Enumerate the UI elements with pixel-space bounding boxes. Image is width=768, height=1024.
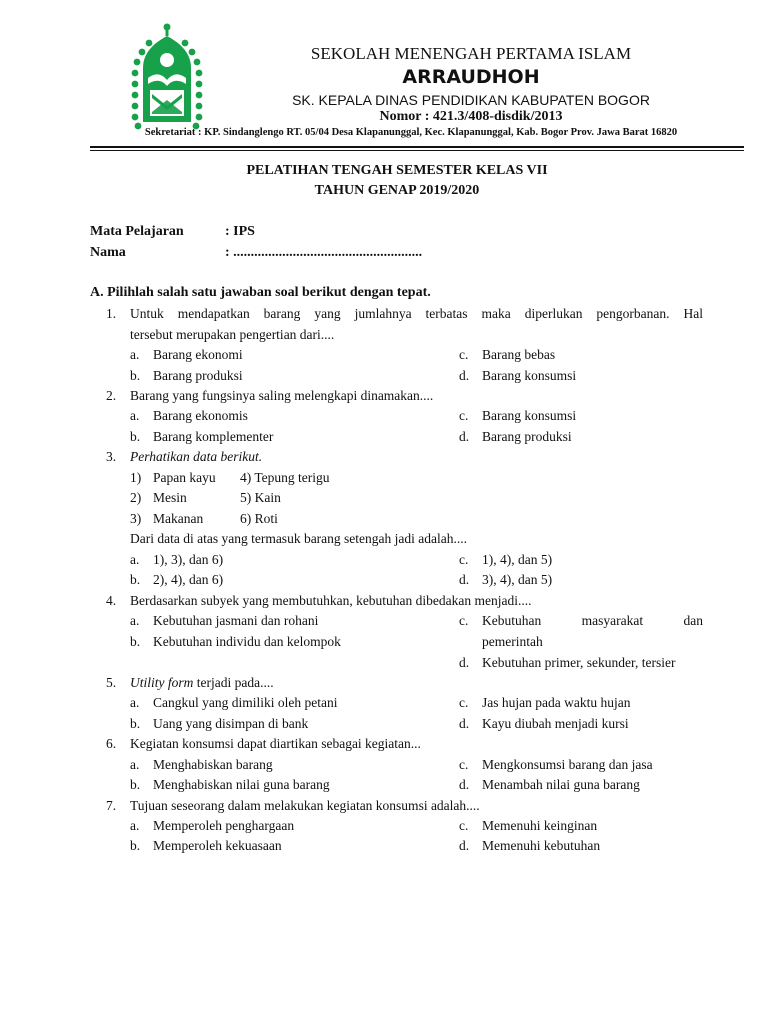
option-text: Menghabiskan barang [153,757,273,772]
option-text: Memenuhi kebutuhan [482,838,601,853]
name-label: Nama [90,245,126,260]
question-text: Untuk mendapatkan barang yang jumlahnya terbatas maka diperlukan pengorbanan. Hal [130,306,703,321]
option-letter: c. [459,347,469,362]
option-letter: c. [459,552,469,567]
question-number: 1. [106,306,117,321]
question-subtext: Dari data di atas yang termasuk barang setengah jadi adalah.... [130,531,467,546]
question-text: Tujuan seseorang dalam melakukan kegiatan konsumsi adalah.... [130,798,480,813]
option-letter: b. [130,777,141,792]
option-text: Kebutuhan jasmani dan rohani [153,613,319,628]
school-decree: SK. KEPALA DINAS PENDIDIKAN KABUPATEN BOGOR [292,92,650,108]
option-text: Memperoleh penghargaan [153,818,295,833]
school-number: Nomor : 421.3/408-disdik/2013 [379,109,563,124]
option-text: Menghabiskan nilai guna barang [153,777,330,792]
option-text: Barang ekonomi [153,347,243,362]
option-text: Barang bebas [482,347,556,362]
question-text-rest: terjadi pada.... [193,675,274,690]
question-number: 2. [106,388,117,403]
option-text: Barang produksi [153,368,243,383]
question-text: Berdasarkan subyek yang membutuhkan, kebutuhan dibedakan menjadi.... [130,593,532,608]
exam-title: PELATIHAN TENGAH SEMESTER KELAS VII [246,163,548,178]
option-letter: c. [459,818,469,833]
option-letter: d. [459,777,470,792]
question-number: 6. [106,736,117,751]
data-item: Makanan [153,511,204,526]
question-text: Barang yang fungsinya saling melengkapi dinamakan.... [130,388,434,403]
section-a-instruction: A. Pilihlah salah satu jawaban soal berikut dengan tepat. [90,285,431,300]
option-text: Jas hujan pada waktu hujan [482,695,631,710]
option-text: Menambah nilai guna barang [482,777,640,792]
school-logo-icon [130,22,204,130]
option-letter: d. [459,368,470,383]
option-text: Kebutuhan individu dan kelompok [153,634,341,649]
option-letter: c. [459,408,469,423]
option-text: Barang konsumsi [482,408,577,423]
option-text: Memperoleh kekuasaan [153,838,282,853]
option-text: Barang komplementer [153,429,274,444]
option-letter: c. [459,757,469,772]
option-letter: d. [459,716,470,731]
question-text: Kegiatan konsumsi dapat diartikan sebagai kegiatan... [130,736,421,751]
name-field: : ...................................................... [225,245,423,260]
option-letter: b. [130,634,141,649]
option-letter: a. [130,552,140,567]
option-text: Kebutuhan masyarakat dan [482,613,703,628]
option-text: Mengkonsumsi barang dan jasa [482,757,653,772]
school-address: Sekretariat : KP. Sindanglengo RT. 05/04 Desa Klapanunggal, Kec. Klapanunggal, Kab. Bogor Prov. Jawa Barat 16820 [144,127,678,138]
option-letter: b. [130,429,141,444]
option-text: 2), 4), dan 6) [153,572,224,587]
data-item-number: 2) [130,490,142,505]
data-item: 6) Roti [240,511,278,526]
option-letter: a. [130,818,140,833]
option-text: Kebutuhan primer, sekunder, tersier [482,655,676,670]
option-letter: b. [130,838,141,853]
option-letter: a. [130,347,140,362]
header-divider-thin [90,150,744,151]
header-divider [90,146,744,148]
option-text-cont: pemerintah [482,634,543,649]
question-number: 3. [106,449,117,464]
subject-label: Mata Pelajaran [90,224,184,239]
option-text: Memenuhi keinginan [482,818,598,833]
question-number: 4. [106,593,117,608]
option-letter: c. [459,613,469,628]
data-item-number: 3) [130,511,142,526]
option-text: 3), 4), dan 5) [482,572,553,587]
option-text: Uang yang disimpan di bank [153,716,309,731]
option-text: 1), 3), dan 6) [153,552,224,567]
exam-year: TAHUN GENAP 2019/2020 [314,183,480,198]
school-name: ARRAUDHOH [402,66,540,88]
data-item-number: 1) [130,470,142,485]
question-text: Perhatikan data berikut. [130,449,263,464]
option-letter: c. [459,695,469,710]
data-item: Mesin [153,490,187,505]
data-item: Papan kayu [153,470,216,485]
school-type: SEKOLAH MENENGAH PERTAMA ISLAM [310,44,632,63]
question-text: tersebut merupakan pengertian dari.... [130,327,335,342]
option-letter: d. [459,429,470,444]
question-text [130,675,274,691]
subject-value: : IPS [225,224,255,239]
option-text: Barang ekonomis [153,408,248,423]
option-letter: a. [130,613,140,628]
option-letter: d. [459,572,470,587]
option-text: Barang konsumsi [482,368,577,383]
option-text: 1), 4), dan 5) [482,552,553,567]
option-letter: a. [130,408,140,423]
option-letter: b. [130,572,141,587]
question-term: Utility form [130,675,194,690]
option-letter: a. [130,695,140,710]
question-number: 5. [106,675,117,690]
option-letter: d. [459,655,470,670]
question-number: 7. [106,798,117,813]
option-letter: a. [130,757,140,772]
option-letter: b. [130,716,141,731]
data-item: 5) Kain [240,490,281,505]
option-letter: d. [459,838,470,853]
option-text: Kayu diubah menjadi kursi [482,716,629,731]
option-letter: b. [130,368,141,383]
option-text: Cangkul yang dimiliki oleh petani [153,695,338,710]
option-text: Barang produksi [482,429,572,444]
data-item: 4) Tepung terigu [240,470,330,485]
